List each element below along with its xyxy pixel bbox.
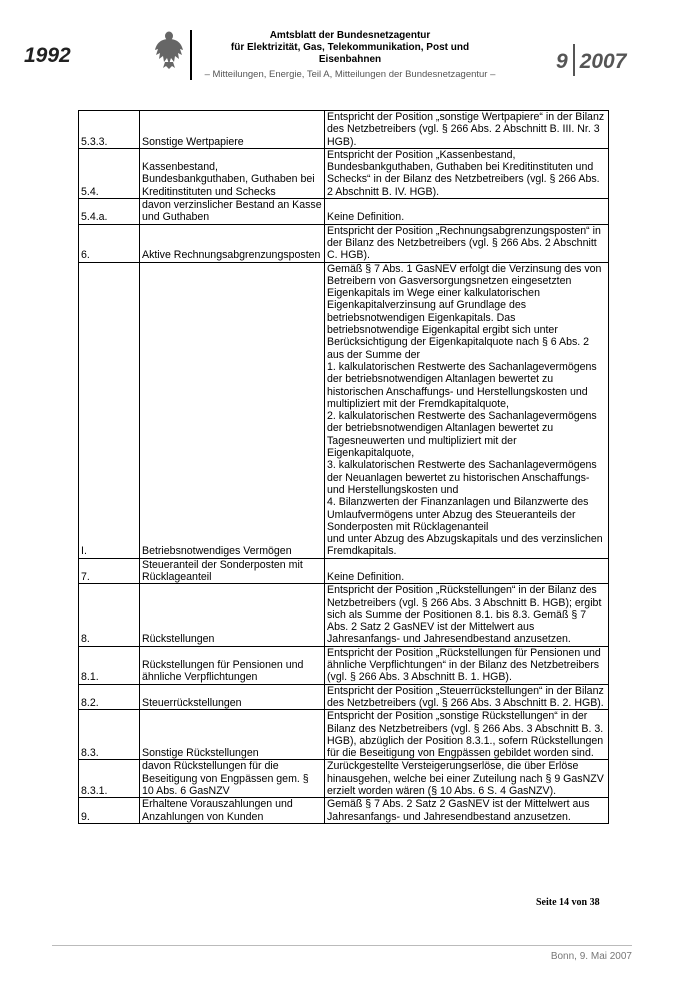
table-row	[79, 584, 609, 646]
table-row	[79, 710, 609, 760]
row-number: 8.	[79, 584, 140, 646]
federal-eagle-icon	[153, 28, 185, 70]
row-label: Erhaltene Vorauszahlungen und Anzahlungen von Kunden	[140, 798, 325, 824]
page-count: Seite 14 von 38	[536, 897, 600, 908]
row-description: Entspricht der Position „sonstige Rückstellungen“ in der Bilanz des Netzbetreibers (vgl. § 266 Abs. 3 Abschnitt B. 3. HGB), abzüglich der Position 8.3.1., sofern Rückstellungen für die Beseitigung von Engpässen gebildet worden sind.	[325, 710, 609, 760]
row-number: 8.3.	[79, 710, 140, 760]
issue-year: 2007	[579, 50, 627, 73]
row-label: Kassenbestand, Bundesbankguthaben, Guthaben bei Kreditinstituten und Schecks	[140, 148, 325, 198]
footer-divider	[52, 945, 632, 946]
footer-date: Bonn, 9. Mai 2007	[550, 951, 632, 962]
table-row	[79, 798, 609, 824]
row-description: Entspricht der Position „sonstige Wertpapiere“ in der Bilanz des Netzbetreibers (vgl. § 266 Abs. 2 Abschnitt B. III. Nr. 3 HGB).	[325, 111, 609, 149]
row-label: Rückstellungen	[140, 584, 325, 646]
page-number: 1992	[24, 44, 71, 67]
masthead-subtitle: für Elektrizität, Gas, Telekommunikation, Post und Eisenbahnen	[230, 42, 470, 65]
row-number: 5.4.a.	[79, 199, 140, 225]
row-label: Steuerrückstellungen	[140, 684, 325, 710]
masthead	[200, 30, 500, 82]
row-number: 5.3.3.	[79, 111, 140, 149]
definitions-table	[78, 110, 609, 824]
row-number: 6.	[79, 224, 140, 262]
row-number: 8.2.	[79, 684, 140, 710]
row-description: Entspricht der Position „Rückstellungen für Pensionen und ähnliche Verpflichtungen“ in der Bilanz des Netzbetreibers (vgl. § 266 Abs. 3 Abschnitt B. 1. HGB).	[325, 646, 609, 684]
table-row	[79, 224, 609, 262]
row-label: davon Rückstellungen für die Beseitigung von Engpässen gem. § 10 Abs. 6 GasNZV	[140, 760, 325, 798]
row-number: 9.	[79, 798, 140, 824]
row-description: Zurückgestellte Versteigerungserlöse, die über Erlöse hinausgehen, welche bei einer Zuteilung nach § 9 GasNZV erzielt worden wären (§ 10 Abs. 6 S. 4 GasNZV).	[325, 760, 609, 798]
row-description: Keine Definition.	[325, 558, 609, 584]
masthead-title: Amtsblatt der Bundesnetzagentur	[269, 30, 431, 41]
table-row	[79, 148, 609, 198]
row-description: Keine Definition.	[325, 199, 609, 225]
row-description: Gemäß § 7 Abs. 1 GasNEV erfolgt die Verzinsung des von Betreibern von Gasversorgungsnetzen eingesetzten Eigenkapitals im Wege einer kalkulatorischen Eigenkapitalverzinsung auf Grundlage des betriebsnotwendigen Eigenkapitals. Das betriebsnotwendige Eigenkapital ergibt sich unter Berücksichtigung der Eigenkapitalquote nach § 6 Abs. 2 aus der Summe der 1. kalkulatorischen Restwerte des Sachanlagevermögens der betriebsnotwendigen Altanlagen bewertet zu historischen Anschaffungs- und Herstellungskosten und multipliziert mit der Fremdkapitalquote, 2. kalkulatorischen Restwerte des Sachanlagevermögens der betriebsnotwendigen Altanlagen bewertet zu Tagesneuwerten und multipliziert mit der Eigenkapitalquote, 3. kalkulatorischen Restwerte des Sachanlagevermögens der Neuanlagen bewertet zu historischen Anschaffungs- und Herstellungskosten und 4. Bilanzwerten der Finanzanlagen und Bilanzwerte des Umlaufvermögens unter Abzug des Steueranteils der Sonderposten mit Rücklagenanteil und unter Abzug des Abzugskapitals und des verzinslichen Fremdkapitals.	[325, 262, 609, 558]
row-label: Sonstige Rückstellungen	[140, 710, 325, 760]
table-row	[79, 111, 609, 149]
row-number: 5.4.	[79, 148, 140, 198]
row-label: Steueranteil der Sonderposten mit Rücklageanteil	[140, 558, 325, 584]
row-description: Gemäß § 7 Abs. 2 Satz 2 GasNEV ist der Mittelwert aus Jahresanfangs- und Jahresendbestand anzusetzen.	[325, 798, 609, 824]
table-row	[79, 646, 609, 684]
row-label: Sonstige Wertpapiere	[140, 111, 325, 149]
row-label: Rückstellungen für Pensionen und ähnliche Verpflichtungen	[140, 646, 325, 684]
row-label: Betriebsnotwendiges Vermögen	[140, 262, 325, 558]
row-number: 8.1.	[79, 646, 140, 684]
masthead-divider	[190, 30, 192, 80]
table-row	[79, 684, 609, 710]
row-description: Entspricht der Position „Rechnungsabgrenzungsposten“ in der Bilanz des Netzbetreibers (vgl. § 266 Abs. 2 Abschnitt C. HGB).	[325, 224, 609, 262]
row-number: I.	[79, 262, 140, 558]
row-description: Entspricht der Position „Steuerrückstellungen“ in der Bilanz des Netzbetreibers (vgl. § 266 Abs. 3 Abschnitt B. 2. HGB).	[325, 684, 609, 710]
issue-divider	[573, 44, 575, 76]
masthead-section: – Mitteilungen, Energie, Teil A, Mitteilungen der Bundesnetzagentur –	[204, 69, 496, 80]
row-label: davon verzinslicher Bestand an Kasse und Guthaben	[140, 199, 325, 225]
table-row	[79, 558, 609, 584]
row-number: 8.3.1.	[79, 760, 140, 798]
table-row	[79, 199, 609, 225]
row-description: Entspricht der Position „Rückstellungen“ in der Bilanz des Netzbetreibers (vgl. § 266 Abs. 3 Abschnitt B. HGB); ergibt sich als Summe der Positionen 8.1. bis 8.3. Gemäß § 7 Abs. 2 Satz 2 GasNEV ist der Mittelwert aus Jahresanfangs- und Jahresendbestand anzusetzen.	[325, 584, 609, 646]
table-row	[79, 760, 609, 798]
issue-label	[556, 44, 626, 76]
row-label: Aktive Rechnungsabgrenzungsposten	[140, 224, 325, 262]
row-description: Entspricht der Position „Kassenbestand, Bundesbankguthaben, Guthaben bei Kreditinstituten und Schecks“ in der Bilanz des Netzbetreibers (vgl. § 266 Abs. 2 Abschnitt B. IV. HGB).	[325, 148, 609, 198]
table-row	[79, 262, 609, 558]
issue-number: 9	[556, 50, 568, 73]
row-number: 7.	[79, 558, 140, 584]
